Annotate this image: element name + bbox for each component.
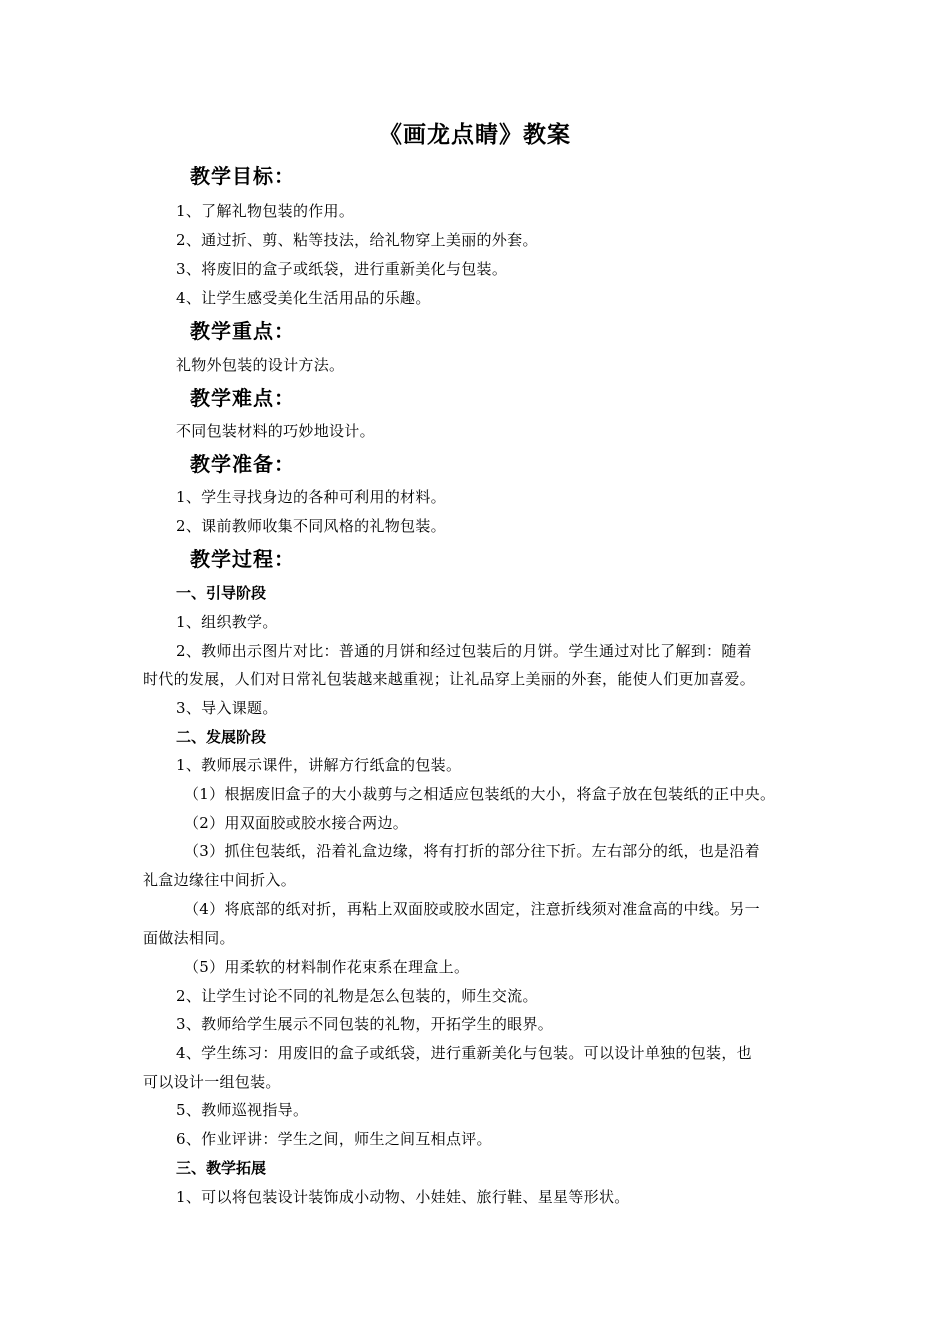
preparation-heading: 教学准备： xyxy=(190,452,295,476)
objective-item: 2、通过折、剪、粘等技法，给礼物穿上美丽的外套。 xyxy=(176,231,538,249)
stage1-line: 2、教师出示图片对比：普通的月饼和经过包装后的月饼。学生通过对比了解到：随着 xyxy=(176,642,752,660)
stage1-line: 时代的发展，人们对日常礼包装越来越重视；让礼品穿上美丽的外套，能使人们更加喜爱。 xyxy=(143,670,756,688)
stage2-line: 1、教师展示课件，讲解方行纸盒的包装。 xyxy=(176,756,462,774)
stage2-line: （4）将底部的纸对折，再粘上双面胶或胶水固定，注意折线须对准盒高的中线。另一 xyxy=(184,900,760,918)
stage1-line: 1、组织教学。 xyxy=(176,613,278,631)
objective-item: 1、了解礼物包装的作用。 xyxy=(176,202,355,220)
difficulties-text: 不同包装材料的巧妙地设计。 xyxy=(176,422,375,440)
key-points-text: 礼物外包装的设计方法。 xyxy=(176,356,345,374)
stage2-line: （1）根据废旧盒子的大小裁剪与之相适应包装纸的大小，将盒子放在包装纸的正中央。 xyxy=(184,785,776,803)
stage3-line: 1、可以将包装设计装饰成小动物、小娃娃、旅行鞋、星星等形状。 xyxy=(176,1188,630,1206)
stage2-line: 2、让学生讨论不同的礼物是怎么包装的，师生交流。 xyxy=(176,987,538,1005)
process-heading: 教学过程： xyxy=(190,547,295,571)
key-points-heading: 教学重点： xyxy=(190,319,295,343)
stage2-line: 3、教师给学生展示不同包装的礼物，开拓学生的眼界。 xyxy=(176,1015,554,1033)
document-title: 《画龙点睛》教案 xyxy=(379,122,571,148)
stage2-heading: 二、发展阶段 xyxy=(176,728,267,746)
stage2-line: 面做法相同。 xyxy=(143,929,235,947)
stage2-line: （2）用双面胶或胶水接合两边。 xyxy=(184,814,409,832)
difficulties-heading: 教学难点： xyxy=(190,386,295,410)
stage2-line: 6、作业评讲：学生之间，师生之间互相点评。 xyxy=(176,1130,492,1148)
stage2-line: 5、教师巡视指导。 xyxy=(176,1101,309,1119)
stage2-line: 4、学生练习：用废旧的盒子或纸袋，进行重新美化与包装。可以设计单独的包装，也 xyxy=(176,1044,752,1062)
preparation-item: 1、学生寻找身边的各种可利用的材料。 xyxy=(176,488,446,506)
stage2-line: 可以设计一组包装。 xyxy=(143,1073,281,1091)
stage1-line: 3、导入课题。 xyxy=(176,699,278,717)
stage2-line: 礼盒边缘往中间折入。 xyxy=(143,871,297,889)
stage3-heading: 三、教学拓展 xyxy=(176,1159,267,1177)
objective-item: 3、将废旧的盒子或纸袋，进行重新美化与包装。 xyxy=(176,260,508,278)
stage2-line: （3）抓住包装纸，沿着礼盒边缘，将有打折的部分往下折。左右部分的纸，也是沿着 xyxy=(184,842,760,860)
objectives-heading: 教学目标： xyxy=(190,164,295,188)
preparation-item: 2、课前教师收集不同风格的礼物包装。 xyxy=(176,517,446,535)
objective-item: 4、让学生感受美化生活用品的乐趣。 xyxy=(176,289,431,307)
stage2-line: （5）用柔软的材料制作花束系在理盒上。 xyxy=(184,958,470,976)
stage1-heading: 一、引导阶段 xyxy=(176,584,267,602)
